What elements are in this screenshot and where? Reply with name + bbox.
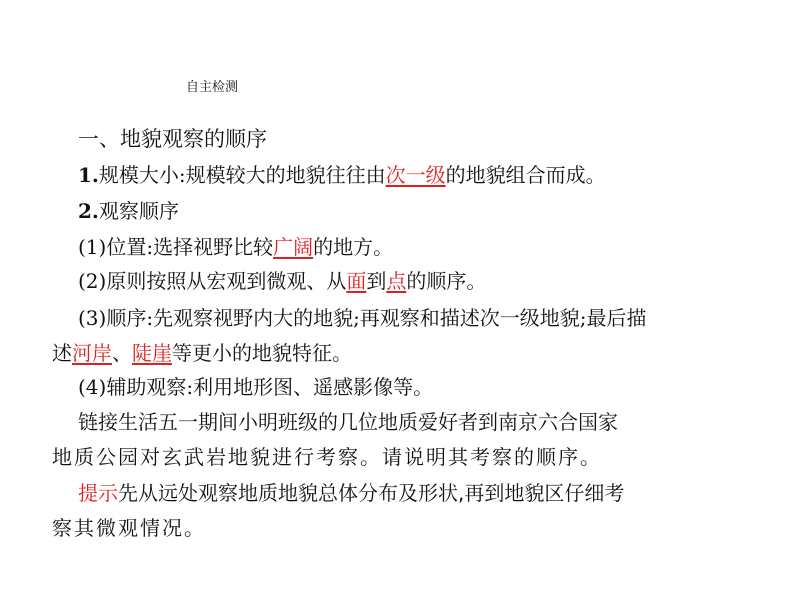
sub-text-middle: 到 (366, 269, 387, 293)
sub-principle (78, 267, 486, 295)
hint-label: 提示 (78, 481, 118, 505)
hint-text: 先从远处观察地质地貌总体分布及形状,再到地貌区仔细考 (118, 481, 625, 505)
sub-auxiliary: (4)辅助观察:利用地形图、遥感影像等。 (78, 375, 434, 399)
header-title: 自主检测 (186, 80, 239, 95)
answer-blank: 次一级 (385, 163, 446, 187)
item-scale (78, 161, 606, 189)
sub-text: (1)位置:选择视野比较 (78, 235, 274, 259)
item-number: 2. (78, 199, 99, 223)
link-life-line2: 地质公园对玄武岩地貌进行考察。请说明其考察的顺序。 (52, 445, 602, 469)
item-text: 规模大小:规模较大的地貌往往由 (98, 163, 386, 187)
item-order (78, 197, 179, 225)
sub-sequence-line2 (52, 339, 352, 367)
hint-line2: 察其微观情况。 (52, 516, 206, 540)
item-number: 1. (78, 163, 99, 187)
hint-line1 (78, 479, 624, 507)
sub-text: 述 (52, 341, 72, 365)
link-life-line1: 链接生活五一期间小明班级的几位地质爱好者到南京六合国家 (78, 410, 618, 434)
item-text: 观察顺序 (98, 199, 179, 223)
answer-blank-point: 点 (386, 269, 407, 293)
sub-text-after: 等更小的地貌特征。 (172, 341, 352, 365)
sub-text-separator: 、 (112, 341, 132, 365)
sub-sequence-line1: (3)顺序:先观察视野内大的地貌;再观察和描述次一级地貌;最后描 (78, 306, 647, 330)
answer-blank-face: 面 (346, 269, 367, 293)
sub-position (78, 233, 393, 261)
item-text-after: 的地貌组合而成。 (445, 163, 606, 187)
section-heading: 一、地貌观察的顺序 (78, 127, 267, 151)
sub-text-after: 的地方。 (313, 235, 394, 259)
sub-text: (2)原则按照从宏观到微观、从 (78, 269, 347, 293)
answer-blank-riverbank: 河岸 (72, 341, 112, 365)
answer-blank: 广阔 (273, 235, 314, 259)
sub-text-after: 的顺序。 (406, 269, 487, 293)
answer-blank-cliff: 陡崖 (132, 341, 172, 365)
